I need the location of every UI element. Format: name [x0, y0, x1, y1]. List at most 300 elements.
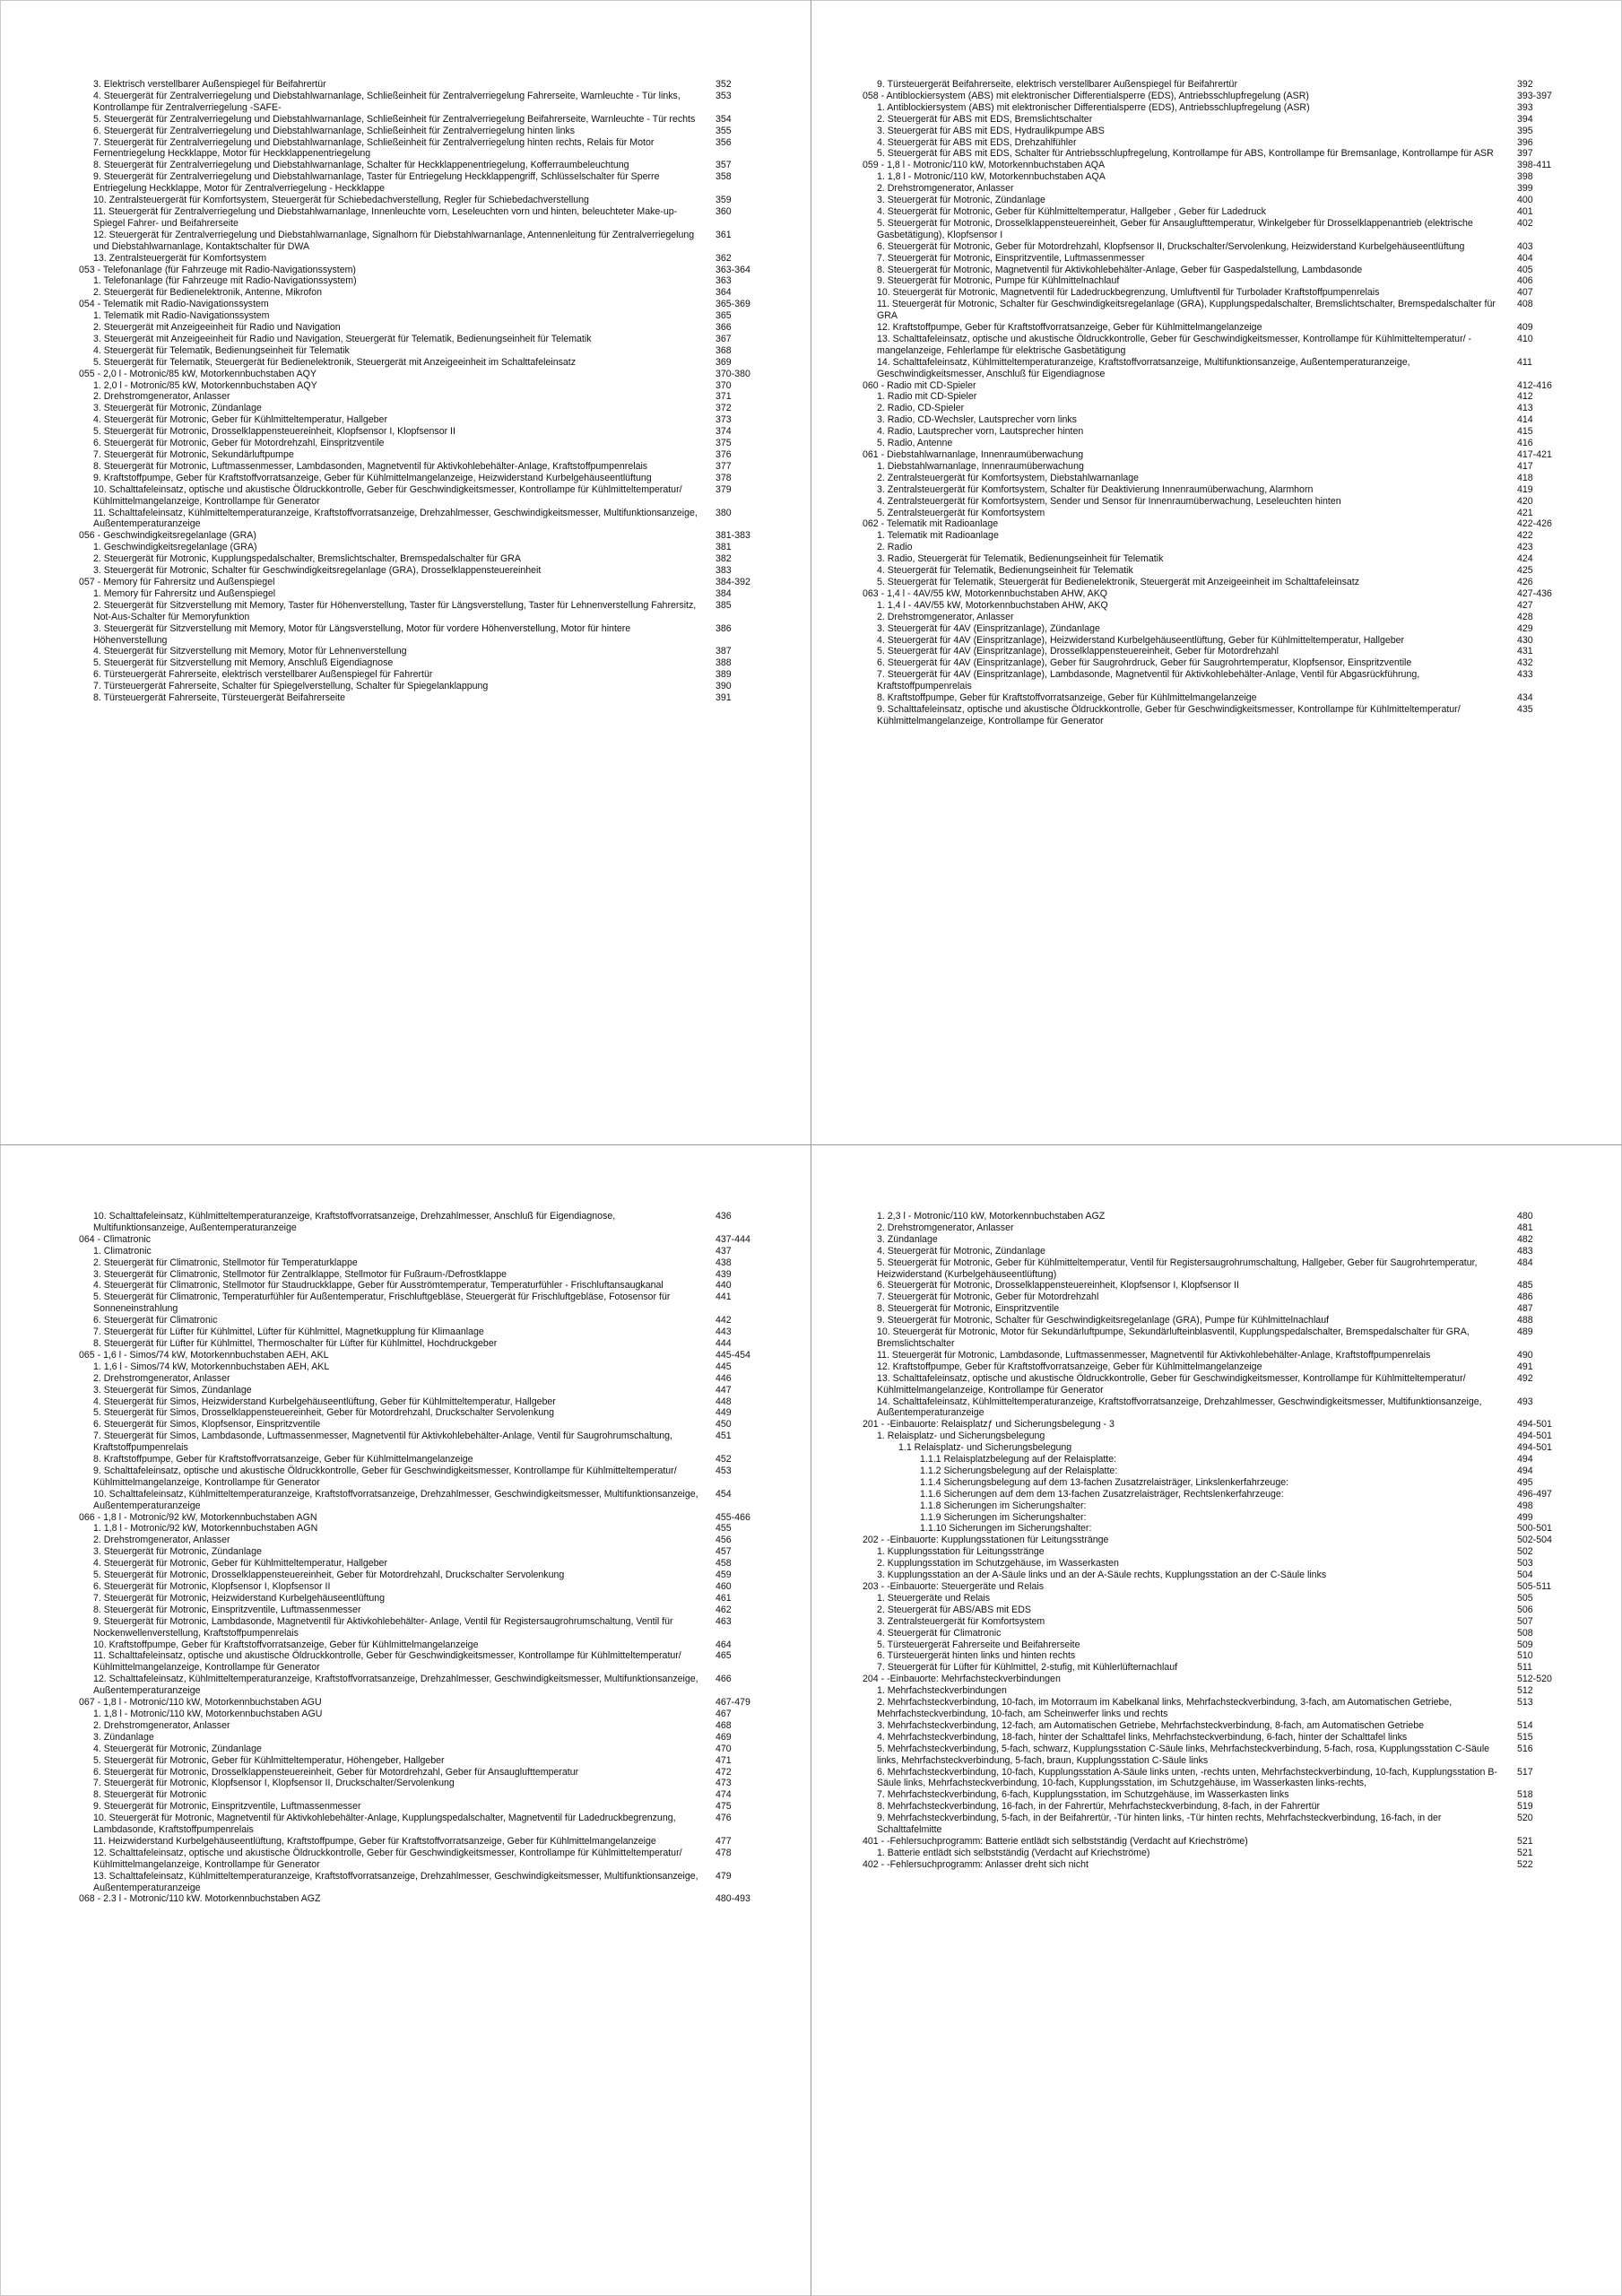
- quadrant-top-right: [863, 79, 1571, 727]
- toc-entry-title: 1. 2,0 l - Motronic/85 kW, Motorkennbuchstaben AQY: [93, 379, 317, 391]
- toc-page-number: 422-426: [1517, 518, 1552, 530]
- toc-page-number: 413: [1517, 403, 1533, 414]
- toc-entry-title: 4. Steuergerät für Motronic, Geber für Kühlmitteltemperatur, Hallgeber: [93, 1558, 387, 1570]
- toc-entry-row: [79, 508, 769, 531]
- toc-entry-title: 1. Antiblockiersystem (ABS) mit elektronischer Differentialsperre (EDS), Antriebsschlupfregelung (ASR): [877, 101, 1310, 113]
- toc-page-number: 378: [716, 472, 732, 483]
- toc-entry-title: 201 - -Einbauorte: Relaisplatzƒ und Sicherungsbelegung - 3: [863, 1419, 1115, 1431]
- toc-page-number: 447: [716, 1384, 732, 1396]
- toc-page-number: 520: [1517, 1813, 1533, 1824]
- toc-entry-title: 063 - 1,4 l - 4AV/55 kW, Motorkennbuchstaben AHW, AKQ: [863, 587, 1108, 599]
- toc-page-number: 429: [1517, 622, 1533, 634]
- toc-entry-row: [863, 126, 1571, 137]
- toc-page-number: 489: [1517, 1326, 1533, 1338]
- toc-page-number: 437: [716, 1245, 732, 1257]
- toc-page-number: 363: [716, 275, 732, 287]
- toc-entry-title: 10. Steuergerät für Motronic, Magnetventil für Aktivkohlebehälter-Anlage, Kupplungspedalschalter, Magnetventil für Ladedruckbegrenzung, Lambdasonde, Kraftstoffpumpenrelais: [93, 1813, 676, 1836]
- toc-entry-title: 5. Steuergerät für Motronic, Geber für Kühlmitteltemperatur, Ventil für Registersaugrohrumschaltung, Hallgeber, Geber für Saugrohrtemperatur, Heizwiderstand (Kurbelgehäuseentlüftung): [877, 1257, 1478, 1280]
- toc-page-number: 390: [716, 681, 732, 692]
- toc-page-number: 513: [1517, 1697, 1533, 1709]
- toc-entry-title: 053 - Telefonanlage (für Fahrzeuge mit Radio-Navigationssystem): [79, 264, 356, 275]
- toc-entry-title: 058 - Antiblockiersystem (ABS) mit elektronischer Differentialsperre (EDS), Antriebsschlupfregelung (ASR): [863, 90, 1309, 101]
- toc-entry-title: 5. Steuergerät für Motronic, Drosselklappensteuereinheit, Geber für Ansauglufttemperatur, Winkelgeber für Drosselklappenantrieb (elektrische Gasbetätigung), Klopfsensor I: [877, 217, 1473, 240]
- toc-entry-title: 7. Steuergerät für Motronic, Heizwiderstand Kurbelgehäuseentlüftung: [93, 1592, 386, 1604]
- toc-entry-row: [79, 1744, 769, 1755]
- toc-page-number: 362: [716, 252, 732, 264]
- toc-entry-row: [79, 206, 769, 230]
- toc-entry-title: 6. Steuergerät für Climatronic: [93, 1315, 218, 1326]
- toc-entry-row: [79, 1755, 769, 1767]
- toc-page-number: 514: [1517, 1719, 1533, 1731]
- toc-entry-row: [863, 1628, 1571, 1639]
- toc-page-number: 505-511: [1517, 1581, 1552, 1592]
- toc-entry-row: [863, 195, 1571, 206]
- toc-entry-row: [79, 1419, 769, 1431]
- toc-entry-row: [863, 1280, 1571, 1292]
- toc-entry-title: 7. Mehrfachsteckverbindung, 6-fach, Kupplungsstation, im Schutzgehäuse, im Wasserkasten links: [877, 1789, 1289, 1801]
- toc-entry-title: 8. Steuergerät für Motronic: [93, 1789, 207, 1801]
- toc-page-number: 385: [716, 599, 732, 611]
- toc-page-number: 438: [716, 1257, 732, 1268]
- toc-entry-title: 7. Steuergerät für Motronic, Einspritzventile, Luftmassenmesser: [877, 252, 1145, 264]
- toc-entry-row: [79, 646, 769, 657]
- toc-entry-row: [79, 322, 769, 334]
- toc-entry-row: [863, 1373, 1571, 1396]
- toc-page-number: 463: [716, 1615, 732, 1627]
- toc-page-number: 464: [716, 1639, 732, 1650]
- toc-entry-row: [79, 484, 769, 508]
- toc-entry-row: [863, 530, 1571, 542]
- toc-entry-row: [863, 577, 1571, 588]
- toc-page-number: 487: [1517, 1303, 1533, 1315]
- toc-page-number: 391: [716, 692, 732, 704]
- horizontal-divider: [0, 1144, 1622, 1145]
- toc-page-number: 445: [716, 1361, 732, 1372]
- toc-entry-title: 3. Mehrfachsteckverbindung, 12-fach, am Automatischen Getriebe, Mehrfachsteckverbindung, 8-fach, am Automatischen Getriebe: [877, 1719, 1425, 1731]
- toc-section-row: [863, 518, 1571, 530]
- toc-page-number: 427: [1517, 599, 1533, 611]
- toc-entry-title: 8. Mehrfachsteckverbindung, 16-fach, in der Fahrertür, Mehrfachsteckverbindung, 8-fach, in der Fahrertür: [877, 1801, 1321, 1813]
- toc-entry-row: [863, 1465, 1571, 1477]
- toc-page-number: 492: [1517, 1372, 1533, 1384]
- toc-page-number: 519: [1517, 1801, 1533, 1813]
- toc-entry-title: 9. Steuergerät für Motronic, Pumpe für Kühlmittelnachlauf: [877, 275, 1120, 287]
- toc-entry-title: 1. 1,8 l - Motronic/110 kW, Motorkennbuchstaben AQA: [877, 171, 1106, 183]
- toc-entry-row: [79, 1211, 769, 1234]
- toc-entry-row: [79, 1709, 769, 1720]
- toc-entry-title: 6. Steuergerät für Motronic, Geber für Motordrehzahl, Klopfsensor II, Druckschalter/Servolenkung, Heizwiderstand Kurbelgehäuseentlüftung: [877, 240, 1465, 252]
- toc-page-number: 456: [716, 1535, 732, 1546]
- toc-page-number: 506: [1517, 1604, 1533, 1615]
- toc-page-number: 414: [1517, 414, 1533, 426]
- toc-page-number: 491: [1517, 1361, 1533, 1372]
- toc-entry-row: [79, 1546, 769, 1558]
- toc-page-number: 367: [716, 333, 732, 344]
- toc-entry-row: [863, 1257, 1571, 1281]
- toc-entry-row: [79, 195, 769, 206]
- toc-page-number: 478: [716, 1847, 732, 1858]
- toc-entry-title: 10. Zentralsteuergerät für Komfortsystem, Steuergerät für Schiebedachverstellung, Regler für Schiebedachverstellung: [93, 195, 589, 206]
- toc-entry-row: [79, 126, 769, 137]
- toc-entry-title: 4. Steuergerät für Telematik, Bedienungseinheit für Telematik: [877, 565, 1133, 577]
- toc-entry-title: 14. Schalttafeleinsatz, Kühlmitteltemperaturanzeige, Kraftstoffvorratsanzeige, Multifunktionsanzeige, Außentemperaturanzeige, Geschwindigkeitsmesser, Anschluß für Eigendiagnose: [877, 356, 1410, 379]
- toc-entry-title: 9. Mehrfachsteckverbindung, 5-fach, in der Beifahrertür, -Tür hinten links, -Tür hinten rechts, Mehrfachsteckverbindung, 16-fach, in der Schalttafelmitte: [877, 1813, 1442, 1836]
- toc-page-number: 395: [1517, 125, 1533, 136]
- toc-page-number: 494-501: [1517, 1442, 1552, 1454]
- toc-entry-row: [863, 1639, 1571, 1651]
- toc-entry-row: [863, 1442, 1571, 1454]
- toc-entry-row: [863, 1801, 1571, 1813]
- toc-page-number: 449: [716, 1407, 732, 1419]
- toc-entry-title: 5. Steuergerät für Motronic, Geber für Kühlmitteltemperatur, Höhengeber, Hallgeber: [93, 1754, 445, 1766]
- toc-entry-title: 6. Steuergerät für Motronic, Klopfsensor I, Klopfsensor II: [93, 1581, 331, 1592]
- toc-entry-title: 3. Steuergerät für Climatronic, Stellmotor für Zentralklappe, Stellmotor für Fußraum-/Defrostklappe: [93, 1268, 507, 1280]
- toc-page-number: 485: [1517, 1280, 1533, 1292]
- toc-section-row: [863, 1581, 1571, 1593]
- toc-entry-title: 9. Steuergerät für Motronic, Lambdasonde, Magnetventil für Aktivkohlebehälter- Anlage, Ventil für Registersaugrohrumschaltung, Ventil für Nockenwellenverstellung, Kraftstoffpumpenrelais: [93, 1615, 673, 1639]
- toc-entry-title: 2. Drehstromgenerator, Anlasser: [877, 183, 1014, 195]
- toc-entry-row: [79, 1813, 769, 1836]
- toc-page-number: 479: [716, 1870, 732, 1882]
- toc-entry-title: 5. Steuergerät für Motronic, Drosselklappensteuereinheit, Klopfsensor I, Klopfsensor II: [93, 426, 455, 438]
- toc-page-number: 377: [716, 460, 732, 472]
- toc-entry-title: 12. Schalttafeleinsatz, Kühlmitteltemperaturanzeige, Kraftstoffvorratsanzeige, Drehzahlmesser, Geschwindigkeitsmesser, Multifunktionsanzeige, Außentemperaturanzeige: [93, 1674, 698, 1697]
- toc-entry-row: [863, 1546, 1571, 1558]
- toc-entry-title: 5. Steuergerät für Telematik, Steuergerät für Bedienelektronik, Steuergerät mit Anzeigeeinheit im Schalttafeleinsatz: [93, 356, 577, 368]
- toc-entry-row: [79, 1616, 769, 1639]
- toc-entry-title: 3. Steuergerät für 4AV (Einspritzanlage), Zündanlage: [877, 622, 1100, 634]
- toc-page-number: 369: [716, 356, 732, 368]
- toc-entry-row: [863, 438, 1571, 449]
- toc-section-row: [863, 1859, 1571, 1871]
- toc-entry-title: 3. Radio, Steuergerät für Telematik, Bedienungseinheit für Telematik: [877, 553, 1164, 565]
- toc-entry-title: 4. Steuergerät für Sitzverstellung mit Memory, Motor für Lehnenverstellung: [93, 646, 407, 657]
- toc-page-number: 366: [716, 322, 732, 334]
- toc-entry-title: 3. Steuergerät für Motronic, Zündanlage: [93, 403, 262, 414]
- toc-entry-title: 1. 1,4 l - 4AV/55 kW, Motorkennbuchstaben AHW, AKQ: [877, 599, 1108, 611]
- toc-page-number: 401: [1517, 205, 1533, 217]
- toc-entry-title: 1. Kupplungsstation für Leitungsstränge: [877, 1546, 1045, 1558]
- toc-page-number: 382: [716, 553, 732, 565]
- toc-page-number: 371: [716, 391, 732, 403]
- toc-entry-title: 3. Radio, CD-Wechsler, Lautsprecher vorn links: [877, 414, 1077, 426]
- toc-entry-title: 9. Steuergerät für Motronic, Schalter für Geschwindigkeitsregelanlage (GRA), Pumpe für Kühlmittelnachlauf: [877, 1315, 1330, 1326]
- toc-page-number: 432: [1517, 657, 1533, 669]
- toc-entry-title: 9. Schalttafeleinsatz, optische und akustische Öldruckkontrolle, Geber für Geschwindigkeitsmesser, Kontrollampe für Kühlmitteltemperatur/ Kühlmittelmangelanzeige, Kontrollampe für Generator: [877, 703, 1461, 726]
- toc-page-number: 361: [716, 229, 732, 240]
- toc-entry-row: [79, 79, 769, 91]
- toc-entry-title: 2. Radio, CD-Spieler: [877, 403, 965, 414]
- toc-page-number: 358: [716, 171, 732, 183]
- toc-page-number: 440: [716, 1280, 732, 1292]
- toc-page-number: 376: [716, 449, 732, 460]
- toc-page-number: 445-454: [716, 1349, 750, 1361]
- toc-entry-row: [863, 1211, 1571, 1222]
- toc-entry-row: [79, 1732, 769, 1744]
- toc-entry-title: 1. 1,8 l - Motronic/92 kW, Motorkennbuchstaben AGN: [93, 1523, 318, 1535]
- toc-entry-title: 11. Steuergerät für Motronic, Lambdasonde, Luftmassenmesser, Magnetventil für Aktivkohlebehälter-Anlage, Kraftstoffpumpenrelais: [877, 1349, 1431, 1361]
- toc-page-number: 404: [1517, 252, 1533, 264]
- toc-entry-title: 5. Türsteuergerät Fahrerseite und Beifahrerseite: [877, 1639, 1080, 1650]
- toc-page-number: 353: [716, 90, 732, 101]
- toc-page-number: 423: [1517, 542, 1533, 553]
- toc-entry-title: 1. Steuergeräte und Relais: [877, 1592, 991, 1604]
- toc-section-row: [79, 530, 769, 542]
- toc-entry-row: [79, 1315, 769, 1326]
- toc-page-number: 396: [1517, 136, 1533, 148]
- toc-entry-title: 4. Steuergerät für Motronic, Zündanlage: [877, 1245, 1045, 1257]
- toc-page-number: 425: [1517, 565, 1533, 577]
- toc-entry-row: [79, 461, 769, 473]
- toc-entry-title: 9. Schalttafeleinsatz, optische und akustische Öldruckkontrolle, Geber für Geschwindigkeitsmesser, Kontrollampe für Kühlmitteltemperatur/ Kühlmittelmangelanzeige, Kontrollampe für Generator: [93, 1465, 677, 1488]
- toc-page-number: 421: [1517, 507, 1533, 518]
- toc-entry-row: [863, 171, 1571, 183]
- toc-entry-title: 4. Mehrfachsteckverbindung, 18-fach, hinter der Schalttafel links, Mehrfachsteckverbindung, 6-fach, hinter der Schalttafel links: [877, 1731, 1408, 1743]
- toc-entry-title: 11. Schalttafeleinsatz, Kühlmitteltemperaturanzeige, Kraftstoffvorratsanzeige, Drehzahlmesser, Geschwindigkeitsmesser, Multifunktionsanzeige, Außentemperaturanzeige: [93, 507, 698, 530]
- toc-entry-title: 2. Steuergerät für ABS/ABS mit EDS: [877, 1604, 1031, 1615]
- toc-page-number: 484: [1517, 1257, 1533, 1268]
- toc-page-number: 522: [1517, 1858, 1533, 1870]
- toc-page-number: 510: [1517, 1650, 1533, 1662]
- toc-section-row: [863, 588, 1571, 600]
- toc-page-number: 455: [716, 1523, 732, 1535]
- toc-entry-title: 6. Steuergerät für 4AV (Einspritzanlage), Geber für Saugrohrdruck, Geber für Saugrohrtemperatur, Klopfsensor, Einspritzventile: [877, 657, 1412, 669]
- toc-page-number: 450: [716, 1419, 732, 1431]
- toc-entry-row: [79, 137, 769, 161]
- toc-page-number: 467: [716, 1708, 732, 1719]
- toc-page-number: 436: [716, 1211, 732, 1222]
- toc-entry-row: [79, 1269, 769, 1281]
- toc-entry-title: 13. Schalttafeleinsatz, optische und akustische Öldruckkontrolle, Geber für Geschwindigkeitsmesser, Kontrollampe für Kühlmitteltemperatur/ Kühlmittelmangelanzeige, Kontrollampe für Generator: [877, 1372, 1466, 1396]
- toc-entry-row: [79, 334, 769, 345]
- toc-entry-row: [79, 542, 769, 553]
- toc-entry-row: [79, 275, 769, 287]
- toc-entry-title: 2. Drehstromgenerator, Anlasser: [93, 1719, 230, 1731]
- toc-entry-row: [79, 657, 769, 669]
- toc-entry-row: [863, 473, 1571, 484]
- toc-entry-title: 9. Steuergerät für Motronic, Einspritzventile, Luftmassenmesser: [93, 1801, 361, 1813]
- toc-entry-title: 10. Schalttafeleinsatz, optische und akustische Öldruckkontrolle, Geber für Geschwindigkeitsmesser, Kontrollampe für Kühlmitteltemperatur/ Kühlmittelmangelanzeige, Kontrollampe für Generator: [93, 483, 682, 507]
- toc-entry-row: [79, 1535, 769, 1546]
- toc-entry-title: 8. Türsteuergerät Fahrerseite, Türsteuergerät Beifahrerseite: [93, 692, 346, 704]
- toc-entry-row: [863, 1292, 1571, 1303]
- toc-entry-title: 6. Türsteuergerät hinten links und hinten rechts: [877, 1650, 1076, 1662]
- toc-entry-title: 4. Steuergerät für ABS mit EDS, Drehzahlfühler: [877, 136, 1077, 148]
- toc-entry-row: [79, 1465, 769, 1489]
- toc-entry-title: 1. 1,6 l - Simos/74 kW, Motorkennbuchstaben AEH, AKL: [93, 1361, 330, 1372]
- toc-entry-title: 5. Radio, Antenne: [877, 438, 953, 449]
- toc-entry-row: [863, 1720, 1571, 1732]
- toc-page-number: 521: [1517, 1847, 1533, 1858]
- toc-section-row: [79, 1350, 769, 1361]
- toc-entry-row: [79, 1361, 769, 1373]
- toc-page-number: 430: [1517, 634, 1533, 646]
- toc-entry-row: [863, 357, 1571, 380]
- toc-entry-title: 1. Diebstahlwarnanlage, Innenraumüberwachung: [877, 460, 1084, 472]
- toc-entry-title: 6. Türsteuergerät Fahrerseite, elektrisch verstellbarer Außenspiegel für Fahrertür: [93, 669, 433, 681]
- toc-page-number: 402: [1517, 217, 1533, 229]
- toc-entry-row: [863, 403, 1571, 414]
- toc-page-number: 392: [1517, 79, 1533, 90]
- toc-entry-row: [863, 496, 1571, 508]
- toc-entry-title: 204 - -Einbauorte: Mehrfachsteckverbindungen: [863, 1674, 1061, 1685]
- toc-entry-row: [79, 1639, 769, 1651]
- toc-entry-title: 2. Steuergerät für ABS mit EDS, Bremslichtschalter: [877, 113, 1093, 125]
- toc-section-row: [863, 380, 1571, 392]
- toc-entry-row: [863, 1361, 1571, 1373]
- toc-entry-row: [863, 183, 1571, 195]
- toc-entry-row: [79, 1431, 769, 1454]
- toc-page-number: 441: [716, 1292, 732, 1303]
- toc-entry-row: [79, 1650, 769, 1674]
- toc-entry-row: [79, 1836, 769, 1848]
- toc-page-number: 443: [716, 1326, 732, 1338]
- toc-entry-row: [863, 1848, 1571, 1859]
- toc-entry-row: [79, 1373, 769, 1385]
- toc-page-number: 516: [1517, 1743, 1533, 1754]
- toc-entry-title: 060 - Radio mit CD-Spieler: [863, 379, 976, 391]
- toc-entry-row: [79, 1246, 769, 1257]
- toc-entry-row: [863, 646, 1571, 657]
- toc-page-number: 394: [1517, 113, 1533, 125]
- toc-page-number: 409: [1517, 322, 1533, 334]
- toc-entry-row: [863, 657, 1571, 669]
- toc-entry-row: [79, 565, 769, 577]
- quadrant-top-left: [79, 79, 769, 704]
- toc-entry-title: 5. Steuergerät für Climatronic, Temperaturfühler für Außentemperatur, Frischluftgebläse, Steuergerät für Frischluftgebläse, Fotosensor für Sonneneinstrahlung: [93, 1292, 671, 1315]
- toc-entry-title: 8. Kraftstoffpumpe, Geber für Kraftstoffvorratsanzeige, Geber für Kühlmittelmangelanzeige: [877, 692, 1257, 704]
- toc-page-number: 448: [716, 1396, 732, 1407]
- toc-entry-row: [863, 1767, 1571, 1790]
- toc-entry-row: [863, 1431, 1571, 1442]
- toc-entry-title: 4. Zentralsteuergerät für Komfortsystem, Sender und Sensor für Innenraumüberwachung, Leseleuchten hinten: [877, 495, 1341, 507]
- toc-section-row: [79, 1234, 769, 1246]
- toc-entry-row: [79, 1558, 769, 1570]
- toc-entry-title: 9. Türsteuergerät Beifahrerseite, elektrisch verstellbarer Außenspiegel für Beifahrertür: [877, 79, 1237, 90]
- toc-page-number: 460: [716, 1581, 732, 1592]
- toc-entry-row: [863, 704, 1571, 727]
- toc-entry-row: [79, 1581, 769, 1593]
- toc-entry-row: [863, 102, 1571, 114]
- toc-entry-title: 5. Steuergerät für Sitzverstellung mit Memory, Anschluß Eigendiagnose: [93, 657, 394, 669]
- toc-section-row: [79, 265, 769, 276]
- toc-entry-title: 3. Steuergerät für Sitzverstellung mit Memory, Motor für Längsverstellung, Motor für vordere Höhenverstellung, Motor für hintere Höhenverstellung: [93, 622, 631, 646]
- toc-entry-row: [863, 1350, 1571, 1361]
- toc-entry-title: 402 - -Fehlersuchprogramm: Anlasser dreht sich nicht: [863, 1858, 1089, 1870]
- toc-page-number: 512-520: [1517, 1674, 1552, 1685]
- toc-entry-title: 3. Zentralsteuergerät für Komfortsystem: [877, 1615, 1045, 1627]
- toc-entry-title: 5. Steuergerät für Telematik, Steuergerät für Bedienelektronik, Steuergerät mit Anzeigeeinheit im Schalttafeleinsatz: [877, 576, 1360, 587]
- toc-entry-title: 064 - Climatronic: [79, 1233, 152, 1245]
- toc-entry-row: [863, 1512, 1571, 1524]
- toc-entry-title: 7. Steuergerät für Simos, Lambdasonde, Luftmassenmesser, Magnetventil für Aktivkohlebehälter-Anlage, Ventil für Saugrohrumschaltung, Kraftstoffpumpenrelais: [93, 1431, 672, 1454]
- toc-page-number: 383: [716, 565, 732, 577]
- toc-page-number: 437-444: [716, 1233, 750, 1245]
- toc-entry-row: [863, 241, 1571, 253]
- toc-entry-row: [863, 391, 1571, 403]
- toc-page-number: 417-421: [1517, 449, 1552, 460]
- toc-entry-title: 401 - -Fehlersuchprogramm: Batterie entlädt sich selbstständig (Verdacht auf Kriechströme): [863, 1835, 1248, 1847]
- toc-entry-title: 1.1.10 Sicherungen im Sicherungshalter:: [920, 1523, 1092, 1535]
- toc-page-number: 488: [1517, 1315, 1533, 1326]
- toc-section-row: [863, 91, 1571, 102]
- toc-page-number: 411: [1517, 356, 1532, 368]
- toc-entry-row: [79, 1801, 769, 1813]
- toc-page-number: 490: [1517, 1349, 1533, 1361]
- toc-entry-row: [863, 1732, 1571, 1744]
- toc-page-number: 365-369: [716, 299, 750, 310]
- toc-entry-title: 11. Schalttafeleinsatz, optische und akustische Öldruckkontrolle, Geber für Geschwindigkeitsmesser, Kontrollampe für Kühlmitteltemperatur/ Kühlmittelmangelanzeige, Kontrollampe für Generator: [93, 1650, 681, 1674]
- toc-entry-row: [863, 635, 1571, 647]
- toc-entry-title: 1. Climatronic: [93, 1245, 152, 1257]
- toc-entry-row: [863, 565, 1571, 577]
- toc-page-number: 469: [716, 1731, 732, 1743]
- toc-entry-title: 3. Kupplungsstation an der A-Säule links und an der A-Säule rechts, Kupplungsstation an der C-Säule links: [877, 1570, 1327, 1581]
- toc-entry-row: [863, 137, 1571, 149]
- toc-entry-title: 7. Steuergerät für Motronic, Sekundärluftpumpe: [93, 449, 294, 460]
- toc-page-number: 451: [716, 1431, 732, 1442]
- toc-entry-title: 059 - 1,8 l - Motronic/110 kW, Motorkennbuchstaben AQA: [863, 160, 1106, 171]
- toc-entry-row: [79, 1523, 769, 1535]
- toc-entry-row: [79, 287, 769, 299]
- toc-page-number: 403: [1517, 240, 1533, 252]
- toc-entry-title: 4. Steuergerät für Motronic, Geber für Kühlmitteltemperatur, Hallgeber , Geber für Ladedruck: [877, 205, 1266, 217]
- toc-page-number: 372: [716, 403, 732, 414]
- toc-entry-row: [79, 1789, 769, 1801]
- toc-page-number: 373: [716, 414, 732, 426]
- toc-page-number: 374: [716, 426, 732, 438]
- toc-entry-row: [79, 1767, 769, 1779]
- toc-entry-row: [79, 1674, 769, 1697]
- toc-page-number: 408: [1517, 299, 1533, 310]
- toc-page-number: 406: [1517, 275, 1533, 287]
- toc-page-number: 364: [716, 287, 732, 299]
- toc-page-number: 500-501: [1517, 1523, 1552, 1535]
- toc-entry-title: 1.1 Relaisplatz- und Sicherungsbelegung: [898, 1442, 1072, 1454]
- toc-entry-title: 056 - Geschwindigkeitsregelanlage (GRA): [79, 530, 256, 542]
- toc-page-number: 379: [716, 483, 732, 495]
- toc-entry-title: 4. Steuergerät für Telematik, Bedienungseinheit für Telematik: [93, 344, 350, 356]
- toc-page-number: 405: [1517, 264, 1533, 275]
- toc-entry-title: 054 - Telematik mit Radio-Navigationssystem: [79, 299, 269, 310]
- toc-entry-title: 2. Drehstromgenerator, Anlasser: [93, 391, 230, 403]
- toc-page-number: 352: [716, 79, 732, 90]
- toc-entry-title: 3. Zündanlage: [877, 1233, 938, 1245]
- toc-page-number: 486: [1517, 1292, 1533, 1303]
- toc-page-number: 412: [1517, 391, 1533, 403]
- toc-page-number: 468: [716, 1719, 732, 1731]
- toc-entry-title: 9. Steuergerät für Zentralverriegelung und Diebstahlwarnanlage, Taster für Entriegelung Heckklappengriff, Schlüsselschalter für Sperre Entriegelung Heckklappe, Motor für Zentralverriegelung - Heckklappe: [93, 171, 660, 195]
- toc-entry-title: 7. Steuergerät für Zentralverriegelung und Diebstahlwarnanlage, Schließeinheit für Zentralverriegelung hinten rechts, Relais für Motor Fernentriegelung Heckklappe, Motor für Heckklappenentriegelung: [93, 136, 655, 160]
- toc-entry-row: [863, 206, 1571, 218]
- toc-entry-title: 7. Steuergerät für Motronic, Geber für Motordrehzahl: [877, 1292, 1099, 1303]
- toc-page-number: 454: [716, 1488, 732, 1500]
- toc-entry-title: 2. Steuergerät für Bedienelektronik, Antenne, Mikrofon: [93, 287, 322, 299]
- toc-page-number: 474: [716, 1789, 732, 1801]
- toc-entry-title: 13. Schalttafeleinsatz, optische und akustische Öldruckkontrolle, Geber für Geschwindigkeitsmesser, Kontrollampe für Kühlmitteltemperatur/ -mangelanzeige, Fehlerlampe für elektrische Gasbetätigung: [877, 333, 1472, 356]
- toc-entry-row: [79, 1570, 769, 1581]
- toc-entry-row: [863, 1813, 1571, 1836]
- toc-entry-title: 4. Steuergerät für Climatronic, Stellmotor für Staudruckklappe, Geber für Ausströmtemperatur, Temperaturfühler - Frischluftansaugkanal: [93, 1280, 664, 1292]
- toc-entry-row: [79, 1778, 769, 1789]
- toc-entry-title: 3. Zündanlage: [93, 1731, 154, 1743]
- toc-page-number: 521: [1517, 1835, 1533, 1847]
- toc-page-number: 480-493: [716, 1893, 750, 1905]
- toc-entry-row: [79, 669, 769, 681]
- toc-entry-title: 1. Batterie entlädt sich selbstständig (Verdacht auf Kriechströme): [877, 1847, 1150, 1858]
- toc-entry-title: 7. Steuergerät für Lüfter für Kühlmittel, 2-stufig, mit Kühlerlüfternachlauf: [877, 1662, 1178, 1674]
- toc-entry-row: [79, 692, 769, 704]
